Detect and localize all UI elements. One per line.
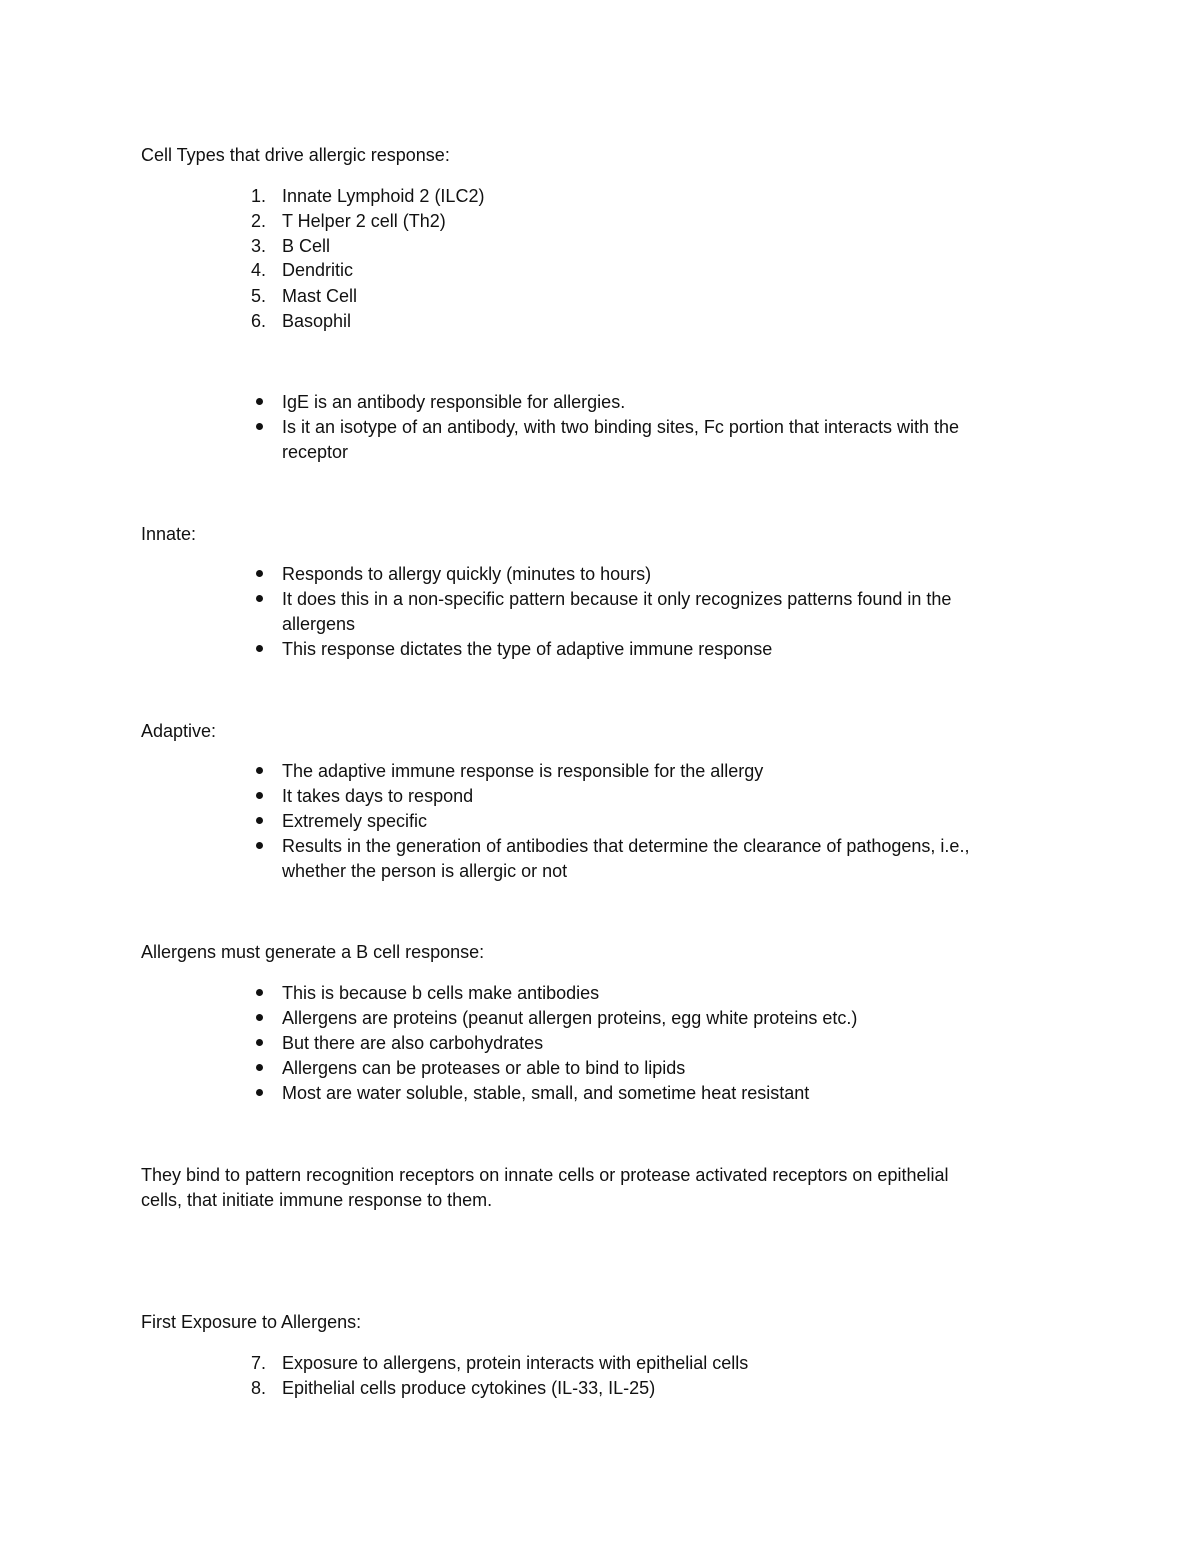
bullet-icon xyxy=(256,570,263,577)
bullet-icon xyxy=(256,398,263,405)
bullet-icon xyxy=(256,792,263,799)
list-item-text: Basophil xyxy=(282,311,352,331)
list-marker: 2. xyxy=(250,211,266,231)
list-item-text: Results in the generation of antibodies that determine the clearance of pathogens, i.e., xyxy=(282,836,970,856)
bullet-icon xyxy=(256,842,263,849)
list-item-text: Is it an isotype of an antibody, with two binding sites, Fc portion that interacts with the xyxy=(282,417,960,437)
list-item-text: IgE is an antibody responsible for allergies. xyxy=(282,392,626,412)
list-item-text: It does this in a non-specific pattern because it only recognizes patterns found in the xyxy=(282,589,952,609)
list-item-text-continued: receptor xyxy=(282,442,349,462)
bullet-icon xyxy=(256,423,263,430)
bullet-icon xyxy=(256,1064,263,1071)
list-marker: 6. xyxy=(250,311,266,331)
list-item-text: Exposure to allergens, protein interacts with epithelial cells xyxy=(282,1353,749,1373)
list-marker: 3. xyxy=(250,236,266,256)
list-item-text: Extremely specific xyxy=(282,811,428,831)
list-item-text: Allergens are proteins (peanut allergen proteins, egg white proteins etc.) xyxy=(282,1008,858,1028)
list-marker: 7. xyxy=(250,1353,266,1373)
list-item-text: B Cell xyxy=(282,236,331,256)
list-item-text: This response dictates the type of adaptive immune response xyxy=(282,639,773,659)
heading-first-exposure: First Exposure to Allergens: xyxy=(141,1312,362,1332)
bullet-icon xyxy=(256,817,263,824)
list-item-text: Most are water soluble, stable, small, and sometime heat resistant xyxy=(282,1083,810,1103)
list-item-text: T Helper 2 cell (Th2) xyxy=(282,211,446,231)
bullet-icon xyxy=(256,1039,263,1046)
list-marker: 8. xyxy=(250,1378,266,1398)
heading-adaptive: Adaptive: xyxy=(141,721,217,741)
list-item-text: Allergens can be proteases or able to bind to lipids xyxy=(282,1058,686,1078)
heading-allergens: Allergens must generate a B cell response: xyxy=(141,942,485,962)
heading-cell-types: Cell Types that drive allergic response: xyxy=(141,145,450,165)
bullet-icon xyxy=(256,595,263,602)
paragraph-line: They bind to pattern recognition receptors on innate cells or protease activated receptors on epithelial xyxy=(141,1165,949,1185)
list-marker: 4. xyxy=(250,260,266,280)
bullet-icon xyxy=(256,1089,263,1096)
list-item-text-continued: allergens xyxy=(282,614,356,634)
list-item-text: The adaptive immune response is responsible for the allergy xyxy=(282,761,764,781)
bullet-icon xyxy=(256,767,263,774)
list-item-text: But there are also carbohydrates xyxy=(282,1033,544,1053)
list-item-text: Responds to allergy quickly (minutes to hours) xyxy=(282,564,652,584)
list-item-text: Mast Cell xyxy=(282,286,358,306)
bullet-icon xyxy=(256,1014,263,1021)
list-item-text: Dendritic xyxy=(282,260,354,280)
bullet-icon xyxy=(256,989,263,996)
heading-innate: Innate: xyxy=(141,524,197,544)
list-marker: 5. xyxy=(250,286,266,306)
list-item-text: It takes days to respond xyxy=(282,786,474,806)
paragraph-line: cells, that initiate immune response to them. xyxy=(141,1190,493,1210)
bullet-icon xyxy=(256,645,263,652)
list-item-text: Epithelial cells produce cytokines (IL-33, IL-25) xyxy=(282,1378,656,1398)
list-item-text: Innate Lymphoid 2 (ILC2) xyxy=(282,186,485,206)
list-item-text-continued: whether the person is allergic or not xyxy=(282,861,568,881)
list-item-text: This is because b cells make antibodies xyxy=(282,983,600,1003)
list-marker: 1. xyxy=(250,186,266,206)
